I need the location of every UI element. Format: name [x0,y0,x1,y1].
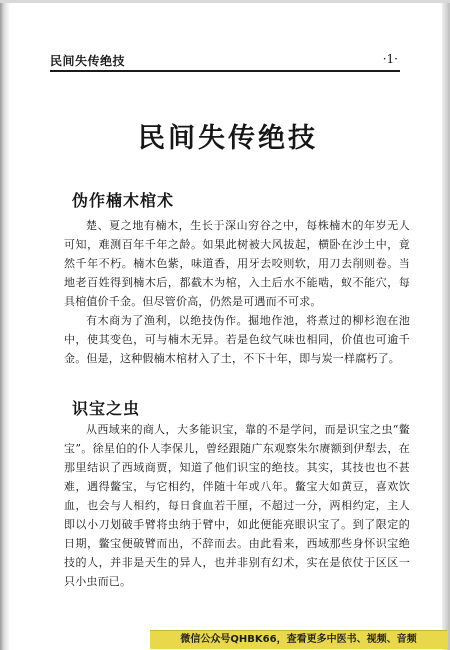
watermark-banner: 微信公众号QHBK66，查看更多中医书、视频、音频 [150,630,447,649]
section-title-fake-nanmu-coffin: 伪作楠木棺术 [72,191,175,210]
book-page [14,4,442,644]
book-gutter-shadow [0,3,10,650]
paragraph: 楚、夏之地有楠木，生长于深山穷谷之中，每株楠木的年岁无人可知，难测百年千年之龄。如果此树被大风拔起，横卧在沙土中，竟然千年不朽。楠木色紫，味道香，用牙去咬则软，用刀去削则卷。当地老百姓得到楠木后，都截木为棺，入土后水不能啮，蚁不能穴，每具棺值价千金。但尽管价高，仍然是可遇而不可求。 [64,219,410,308]
header-rule [50,70,400,72]
section-body-treasure-bug [64,420,410,591]
page-number: ·1· [382,52,398,66]
paragraph: 从西域来的商人，大多能识宝，靠的不是学问，而是识宝之虫“鳖宝”。徐星伯的仆人李保儿，曾经跟随广东观察朱尔赓额到伊犁去，在那里结识了西域商贾，知道了他们识宝的绝技。其实，其技也也不甚难，遇得鳖宝，与它相约，伴随十年或八年。鳖宝大如黄豆，喜欢饮血，也会与人相约，每日食血若干厘，不超过一分，两相约定，主人即以小刀划破手臂将虫纳于臂中，如此便能亮眼识宝了。到了限定的日期，鳖宝便破臂而出，不辞而去。由此看来，西域那些身怀识宝绝技的人，并非是天生的异人，也并非别有幻术，实在是依仗于区区一只小虫而已。 [64,423,410,588]
top-border [0,0,450,3]
page-edge [442,3,450,650]
section-body-fake-nanmu-coffin [64,216,410,368]
running-head [50,50,398,68]
running-title: 民间失传绝技 [50,54,126,68]
paragraph: 有木商为了渔利，以绝技伪作。掘地作池，将煮过的柳杉泡在池中，使其变色，可与楠木无异。若是色纹气味也相同，价值也可逾千金。但是，这种假楠木棺材入了土，不下十年，即与炭一样腐朽了。 [64,314,410,365]
section-title-treasure-bug: 识宝之虫 [72,399,141,418]
chapter-title: 民间失传绝技 [138,123,318,154]
